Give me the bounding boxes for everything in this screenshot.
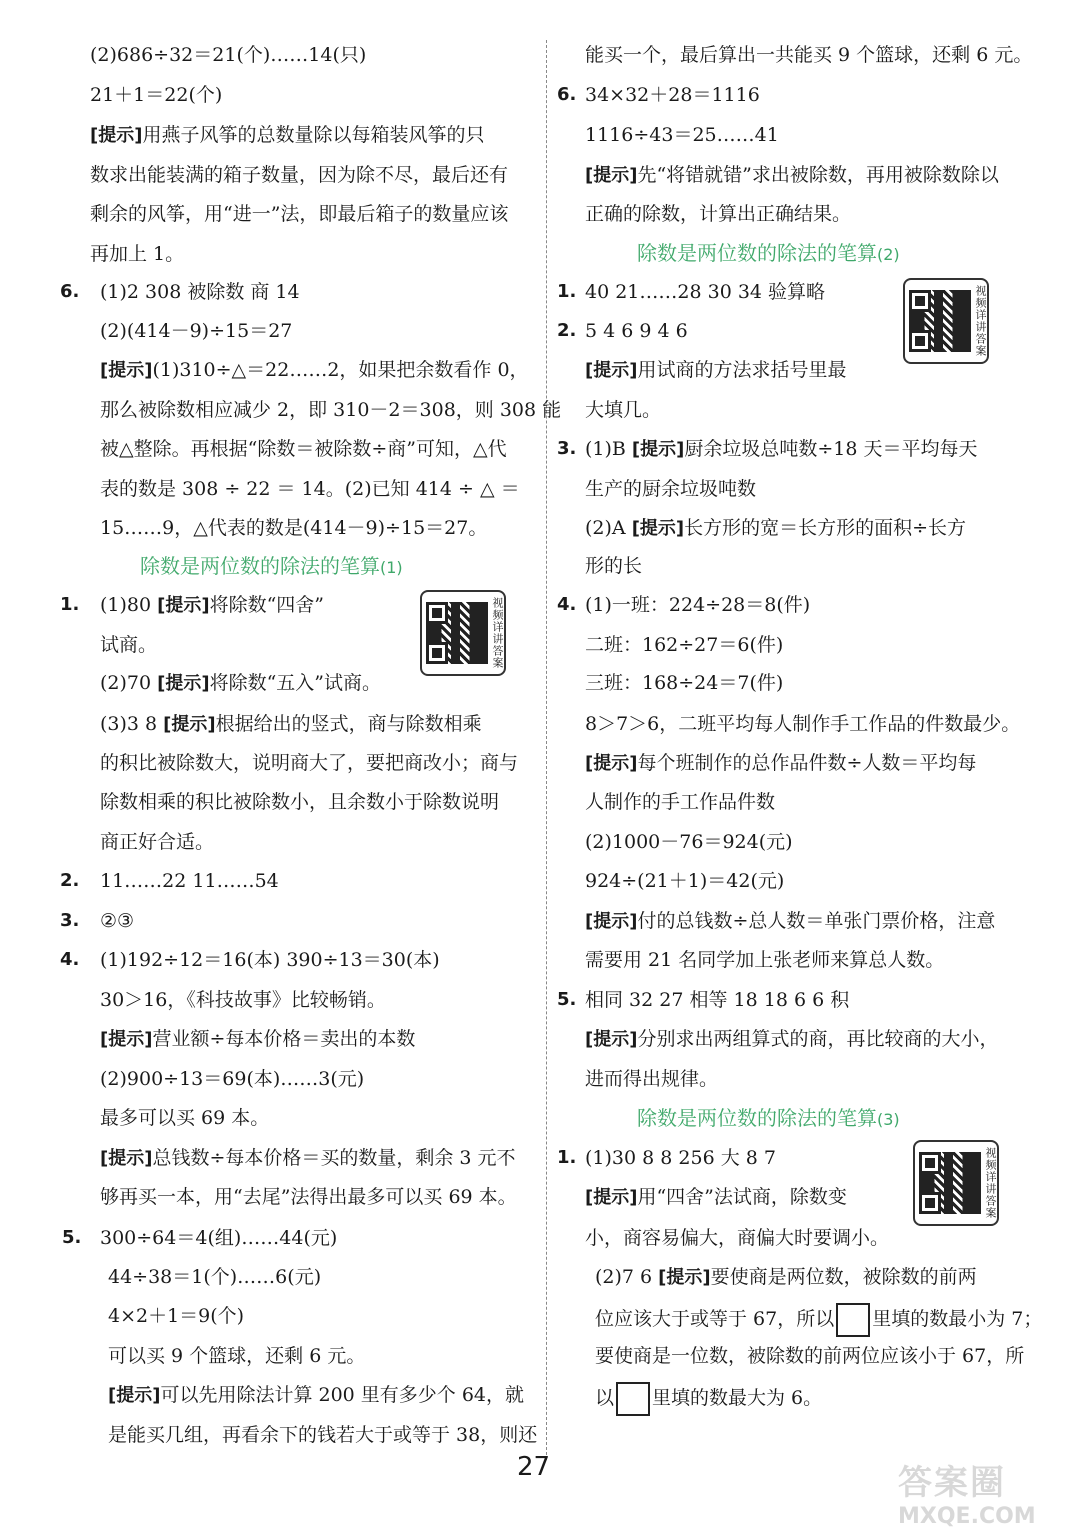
text-line xyxy=(585,397,661,423)
question-number: 1. xyxy=(60,594,80,615)
line-text: 924÷(21＋1)＝42(元) xyxy=(585,870,785,892)
text-line xyxy=(585,868,784,894)
hint-tag: [提示] xyxy=(585,753,638,774)
qr-code-1[interactable] xyxy=(420,590,506,676)
line-text: 试商。 xyxy=(100,634,158,656)
text-line xyxy=(100,670,381,697)
line-text: 4×2＋1＝9(个) xyxy=(108,1305,245,1327)
text-line xyxy=(585,357,846,384)
line-text: 8＞7＞6，二班平均每人制作手工作品的件数最少。 xyxy=(585,713,1021,735)
qr-label: 视频详讲答案 xyxy=(491,597,504,669)
hint-tag: [提示] xyxy=(631,518,685,539)
line-text: 21＋1＝22(个) xyxy=(90,84,223,106)
line-text: 44÷38＝1(个)……6(元) xyxy=(108,1266,322,1288)
text-line xyxy=(557,592,811,618)
line-text: 大填几。 xyxy=(585,399,662,421)
line-text: (1)2 308 被除数 商 14 xyxy=(100,281,300,303)
line-text: 可以买 9 个篮球，还剩 6 元。 xyxy=(108,1345,366,1367)
hint-tag: [提示] xyxy=(108,1385,161,1406)
text-line xyxy=(108,1422,537,1448)
text-line xyxy=(585,947,944,973)
answer-box xyxy=(836,1303,870,1337)
line-text: 形的长 xyxy=(585,555,643,577)
question-number: 5. xyxy=(557,989,577,1010)
text-line xyxy=(100,789,499,815)
text-line xyxy=(585,476,756,502)
text-line xyxy=(557,436,978,463)
text-line xyxy=(100,1145,516,1172)
line-text: 能买一个，最后算出一共能买 9 个篮球，还剩 6 元。 xyxy=(585,44,1033,66)
section-heading xyxy=(637,1105,900,1133)
question-number: 1. xyxy=(557,281,577,302)
line-text: 除数相乘的积比被除数小，且余数小于除数说明 xyxy=(100,791,500,813)
line-text: ②③ xyxy=(100,910,135,932)
section-heading xyxy=(637,240,900,268)
text-line xyxy=(557,1145,776,1171)
line-text-cont: 长方形的宽＝长方形的面积÷长方 xyxy=(684,517,967,539)
line-text: (3)3 8 xyxy=(100,713,164,735)
line-text: (1)310÷△＝22……2，如果把余数看作 0， xyxy=(152,359,529,381)
text-line xyxy=(100,476,520,502)
text-line xyxy=(585,553,642,579)
line-text: 分别求出两组算式的商，再比较商的大小， xyxy=(637,1028,999,1050)
text-line xyxy=(557,279,826,305)
text-line xyxy=(100,1184,517,1210)
line-text: 进而得出规律。 xyxy=(585,1068,719,1090)
line-text: (1)30 8 8 256 大 8 7 xyxy=(585,1147,776,1169)
line-text: 以 xyxy=(595,1387,615,1409)
line-text: 用燕子风筝的总数量除以每箱装风筝的只 xyxy=(142,124,485,146)
text-line xyxy=(100,515,487,541)
text-line xyxy=(585,122,779,148)
hint-tag: [提示] xyxy=(585,165,638,186)
text-line xyxy=(90,42,366,68)
text-line xyxy=(557,987,850,1013)
section-heading xyxy=(140,553,403,581)
line-text: 1116÷43＝25……41 xyxy=(585,124,779,146)
line-text: (2)7 6 xyxy=(595,1266,659,1288)
line-text: 生产的厨余垃圾吨数 xyxy=(585,478,757,500)
line-text: 付的总钱数÷总人数＝单张门票价格，注意 xyxy=(637,910,996,932)
text-line xyxy=(595,1303,1042,1337)
hint-tag: [提示] xyxy=(100,1148,153,1169)
line-text: 正确的除数，计算出正确结果。 xyxy=(585,203,852,225)
text-line xyxy=(100,436,507,462)
line-text: 300÷64＝4(组)……44(元) xyxy=(100,1227,338,1249)
line-text: 二班：162÷27＝6(件) xyxy=(585,634,784,656)
text-line xyxy=(100,829,214,855)
line-text-cont: 将除数“五入”试商。 xyxy=(209,672,382,694)
question-number: 6. xyxy=(60,281,80,302)
text-line xyxy=(108,1343,365,1369)
section-heading-title: 除数是两位数的除法的笔算 xyxy=(140,554,380,578)
text-line xyxy=(557,318,688,344)
text-line xyxy=(100,397,561,423)
hint-tag: [提示] xyxy=(658,1267,711,1288)
question-number: 2. xyxy=(60,870,80,891)
text-line xyxy=(595,1382,822,1416)
line-text: (2)70 xyxy=(100,672,158,694)
line-text: 的积比被除数大，说明商大了，要把商改小；商与 xyxy=(100,752,519,774)
line-text: 用试商的方法求括号里最 xyxy=(637,359,847,381)
page-number: 27 xyxy=(516,1452,551,1482)
line-text: 可以先用除法计算 200 里有多少个 64，就 xyxy=(160,1384,525,1406)
line-text: 40 21……28 30 34 验算略 xyxy=(585,281,826,303)
hint-tag: [提示] xyxy=(90,125,143,146)
text-line xyxy=(100,632,157,658)
line-text: 再加上 1。 xyxy=(90,243,185,265)
line-text: 数求出能装满的箱子数量，因为除不尽，最后还有 xyxy=(90,164,509,186)
section-heading-title: 除数是两位数的除法的笔算 xyxy=(637,1106,877,1130)
line-text: 每个班制作的总作品件数÷人数＝平均每 xyxy=(637,752,977,774)
text-line xyxy=(62,1225,338,1251)
line-text: 相同 32 27 相等 18 18 6 6 积 xyxy=(585,989,850,1011)
qr-code-2[interactable] xyxy=(903,278,989,364)
line-text-cont: 厨余垃圾总吨数÷18 天＝平均每天 xyxy=(684,438,978,460)
text-line xyxy=(90,122,484,149)
question-number: 3. xyxy=(60,910,80,931)
text-line xyxy=(100,318,292,344)
line-text: 先“将错就错”求出被除数，再用被除数除以 xyxy=(637,164,999,186)
line-text: 30＞16，《科技故事》比较畅销。 xyxy=(100,989,386,1011)
text-line xyxy=(585,750,976,777)
text-line xyxy=(585,1225,889,1251)
section-heading-title: 除数是两位数的除法的笔算 xyxy=(637,241,877,265)
text-line xyxy=(60,908,135,934)
qr-label: 视频详讲答案 xyxy=(984,1147,997,1219)
text-line xyxy=(100,987,386,1013)
question-number: 2. xyxy=(557,320,577,341)
text-line xyxy=(100,1026,415,1053)
question-number: 4. xyxy=(557,594,577,615)
line-text: 三班：168÷24＝7(件) xyxy=(585,672,784,694)
text-line xyxy=(100,1105,269,1131)
hint-tag: [提示] xyxy=(163,714,216,735)
line-text: 11……22 11……54 xyxy=(100,870,279,892)
question-number: 3. xyxy=(557,438,577,459)
hint-tag: [提示] xyxy=(157,595,210,616)
hint-tag: [提示] xyxy=(585,1029,638,1050)
line-text: (1)一班：224÷28＝8(件) xyxy=(585,594,811,616)
text-line xyxy=(595,1264,977,1291)
line-text-cont: 根据给出的竖式，商与除数相乘 xyxy=(215,713,482,735)
text-line xyxy=(585,789,775,815)
question-number: 5. xyxy=(62,1227,82,1248)
text-line xyxy=(60,947,440,973)
text-line xyxy=(90,201,508,227)
hint-tag: [提示] xyxy=(585,360,638,381)
hint-tag: [提示] xyxy=(100,1029,153,1050)
line-text: 人制作的手工作品件数 xyxy=(585,791,776,813)
line-text: (2)900÷13＝69(本)……3(元) xyxy=(100,1068,365,1090)
line-text-cont: 里填的数最大为 6。 xyxy=(652,1387,823,1409)
answer-box xyxy=(616,1382,650,1416)
line-text: 用“四舍”法试商，除数变 xyxy=(637,1186,847,1208)
hint-tag: [提示] xyxy=(157,673,210,694)
line-text-cont: 将除数“四舍” xyxy=(209,594,325,616)
line-text: 总钱数÷每本价格＝买的数量，剩余 3 元不 xyxy=(152,1147,516,1169)
line-text: 表的数是 308 ÷ 22 ＝ 14。(2)已知 414 ÷ △ ＝ xyxy=(100,478,520,500)
text-line xyxy=(90,82,222,108)
line-text: 商正好合适。 xyxy=(100,831,215,853)
line-text: (2)A xyxy=(585,517,632,539)
text-line xyxy=(100,711,482,738)
section-heading-number: (2) xyxy=(877,245,900,264)
text-line xyxy=(585,1026,998,1053)
hint-tag: [提示] xyxy=(100,360,153,381)
qr-code-icon xyxy=(919,1152,981,1214)
text-line xyxy=(585,162,999,189)
text-line xyxy=(595,1343,1024,1369)
line-text: (2)686÷32＝21(个)……14(只) xyxy=(90,44,367,66)
line-text: 小，商容易偏大，商偏大时要调小。 xyxy=(585,1227,890,1249)
line-text: 那么被除数相应减少 2，即 310－2＝308，则 308 能 xyxy=(100,399,562,421)
question-number: 6. xyxy=(557,84,577,105)
text-line xyxy=(585,1184,847,1211)
line-text: 够再买一本，用“去尾”法得出最多可以买 69 本。 xyxy=(100,1186,517,1208)
hint-tag: [提示] xyxy=(631,439,685,460)
column-divider xyxy=(546,40,547,1460)
line-text: 是能买几组，再看余下的钱若大于或等于 38，则还 xyxy=(108,1424,538,1446)
line-text: 要使商是一位数，被除数的前两位应该小于 67，所 xyxy=(595,1345,1025,1367)
watermark-line1: 答案圈 xyxy=(898,1463,1006,1503)
qr-label: 视频详讲答案 xyxy=(974,285,987,357)
text-line xyxy=(585,1066,718,1092)
text-line xyxy=(60,868,279,894)
text-line xyxy=(90,241,184,267)
watermark-line2: MXQE.COM xyxy=(898,1504,1036,1529)
text-line xyxy=(100,1066,364,1092)
text-line xyxy=(585,670,783,696)
line-text: (1)192÷12＝16(本) 390÷13＝30(本) xyxy=(100,949,440,971)
text-line xyxy=(108,1382,524,1409)
line-text: 位应该大于或等于 67，所以 xyxy=(595,1308,835,1330)
hint-tag: [提示] xyxy=(585,911,638,932)
text-line xyxy=(100,750,518,776)
qr-code-3[interactable] xyxy=(913,1140,999,1226)
section-heading-number: (3) xyxy=(877,1110,900,1129)
section-heading-number: (1) xyxy=(380,558,403,577)
text-line xyxy=(60,592,325,619)
text-line xyxy=(585,632,783,658)
question-number: 4. xyxy=(60,949,80,970)
text-line xyxy=(100,357,529,384)
line-text: 最多可以买 69 本。 xyxy=(100,1107,270,1129)
line-text: 营业额÷每本价格＝卖出的本数 xyxy=(152,1028,416,1050)
line-text: (2)(414－9)÷15＝27 xyxy=(100,320,293,342)
line-text: 被△整除。再根据“除数＝被除数÷商”可知，△代 xyxy=(100,438,507,460)
text-line xyxy=(90,162,508,188)
text-line xyxy=(60,279,300,305)
text-line xyxy=(108,1303,244,1329)
line-text: 需要用 21 名同学加上张老师来算总人数。 xyxy=(585,949,945,971)
text-line xyxy=(585,42,1032,68)
qr-code-icon xyxy=(426,602,488,664)
line-text-cont: 里填的数最小为 7； xyxy=(872,1308,1043,1330)
qr-code-icon xyxy=(909,290,971,352)
text-line xyxy=(585,711,1020,737)
line-text-cont: 要使商是两位数，被除数的前两 xyxy=(710,1266,977,1288)
line-text: (1)B xyxy=(585,438,632,460)
text-line xyxy=(585,829,793,855)
line-text: 34×32＋28＝1116 xyxy=(585,84,760,106)
watermark-logo xyxy=(898,1455,1058,1531)
line-text: 5 4 6 9 4 6 xyxy=(585,320,688,342)
line-text: 15……9，△代表的数是(414－9)÷15＝27。 xyxy=(100,517,488,539)
line-text: (2)1000－76＝924(元) xyxy=(585,831,793,853)
text-line xyxy=(108,1264,321,1290)
text-line xyxy=(585,515,966,542)
text-line xyxy=(557,82,760,108)
line-text: 剩余的风筝，用“进一”法，即最后箱子的数量应该 xyxy=(90,203,509,225)
text-line xyxy=(585,908,995,935)
question-number: 1. xyxy=(557,1147,577,1168)
line-text: (1)80 xyxy=(100,594,158,616)
hint-tag: [提示] xyxy=(585,1187,638,1208)
text-line xyxy=(585,201,851,227)
